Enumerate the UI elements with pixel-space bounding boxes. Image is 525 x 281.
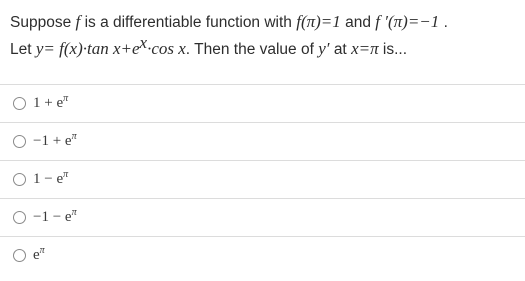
- math-expression: y′: [318, 39, 330, 58]
- question-line-2: [10, 33, 520, 63]
- math-expression: f ′(π)=−1: [375, 12, 440, 31]
- question-text-segment: Let: [10, 41, 32, 58]
- option-base: −1 + e: [33, 133, 72, 149]
- math-expression: f: [75, 12, 81, 31]
- math-superscript: x: [139, 33, 148, 52]
- option-base: 1 − e: [33, 171, 64, 187]
- option-exponent: π: [71, 131, 77, 142]
- option-exponent: π: [39, 245, 45, 256]
- answer-option[interactable]: [0, 198, 525, 236]
- question-text-segment: is...: [382, 41, 408, 58]
- option-label: [33, 207, 77, 227]
- option-label: [33, 131, 77, 151]
- question-text-segment: Suppose: [10, 14, 72, 31]
- radio-button[interactable]: [13, 211, 26, 224]
- option-exponent: π: [63, 169, 69, 180]
- answer-options: [0, 84, 525, 274]
- option-label: [33, 169, 68, 189]
- option-base: e: [33, 247, 40, 263]
- option-exponent: π: [63, 93, 69, 104]
- question-text-segment: and: [345, 14, 371, 31]
- option-label: [33, 93, 68, 113]
- math-expression: f(π)=1: [296, 12, 341, 31]
- radio-button[interactable]: [13, 173, 26, 186]
- math-expression: ·cos x: [147, 39, 186, 58]
- question-text-segment: at: [333, 41, 347, 58]
- question-text: [10, 9, 520, 63]
- answer-option[interactable]: [0, 236, 525, 274]
- option-base: 1 + e: [33, 95, 64, 111]
- question-text-segment: .: [443, 14, 448, 31]
- math-expression: x=π: [351, 39, 379, 58]
- radio-button[interactable]: [13, 97, 26, 110]
- answer-option[interactable]: [0, 122, 525, 160]
- question-text-segment: is a differentiable function with: [84, 14, 292, 31]
- radio-button[interactable]: [13, 249, 26, 262]
- question-line-1: [10, 9, 520, 36]
- option-base: −1 − e: [33, 209, 72, 225]
- option-label: [33, 245, 45, 265]
- radio-button[interactable]: [13, 135, 26, 148]
- math-expression: y= f(x)·tan x+e: [35, 39, 140, 58]
- answer-option[interactable]: [0, 160, 525, 198]
- question-text-segment: . Then the value of: [185, 41, 314, 58]
- option-exponent: π: [71, 207, 77, 218]
- answer-option[interactable]: [0, 84, 525, 122]
